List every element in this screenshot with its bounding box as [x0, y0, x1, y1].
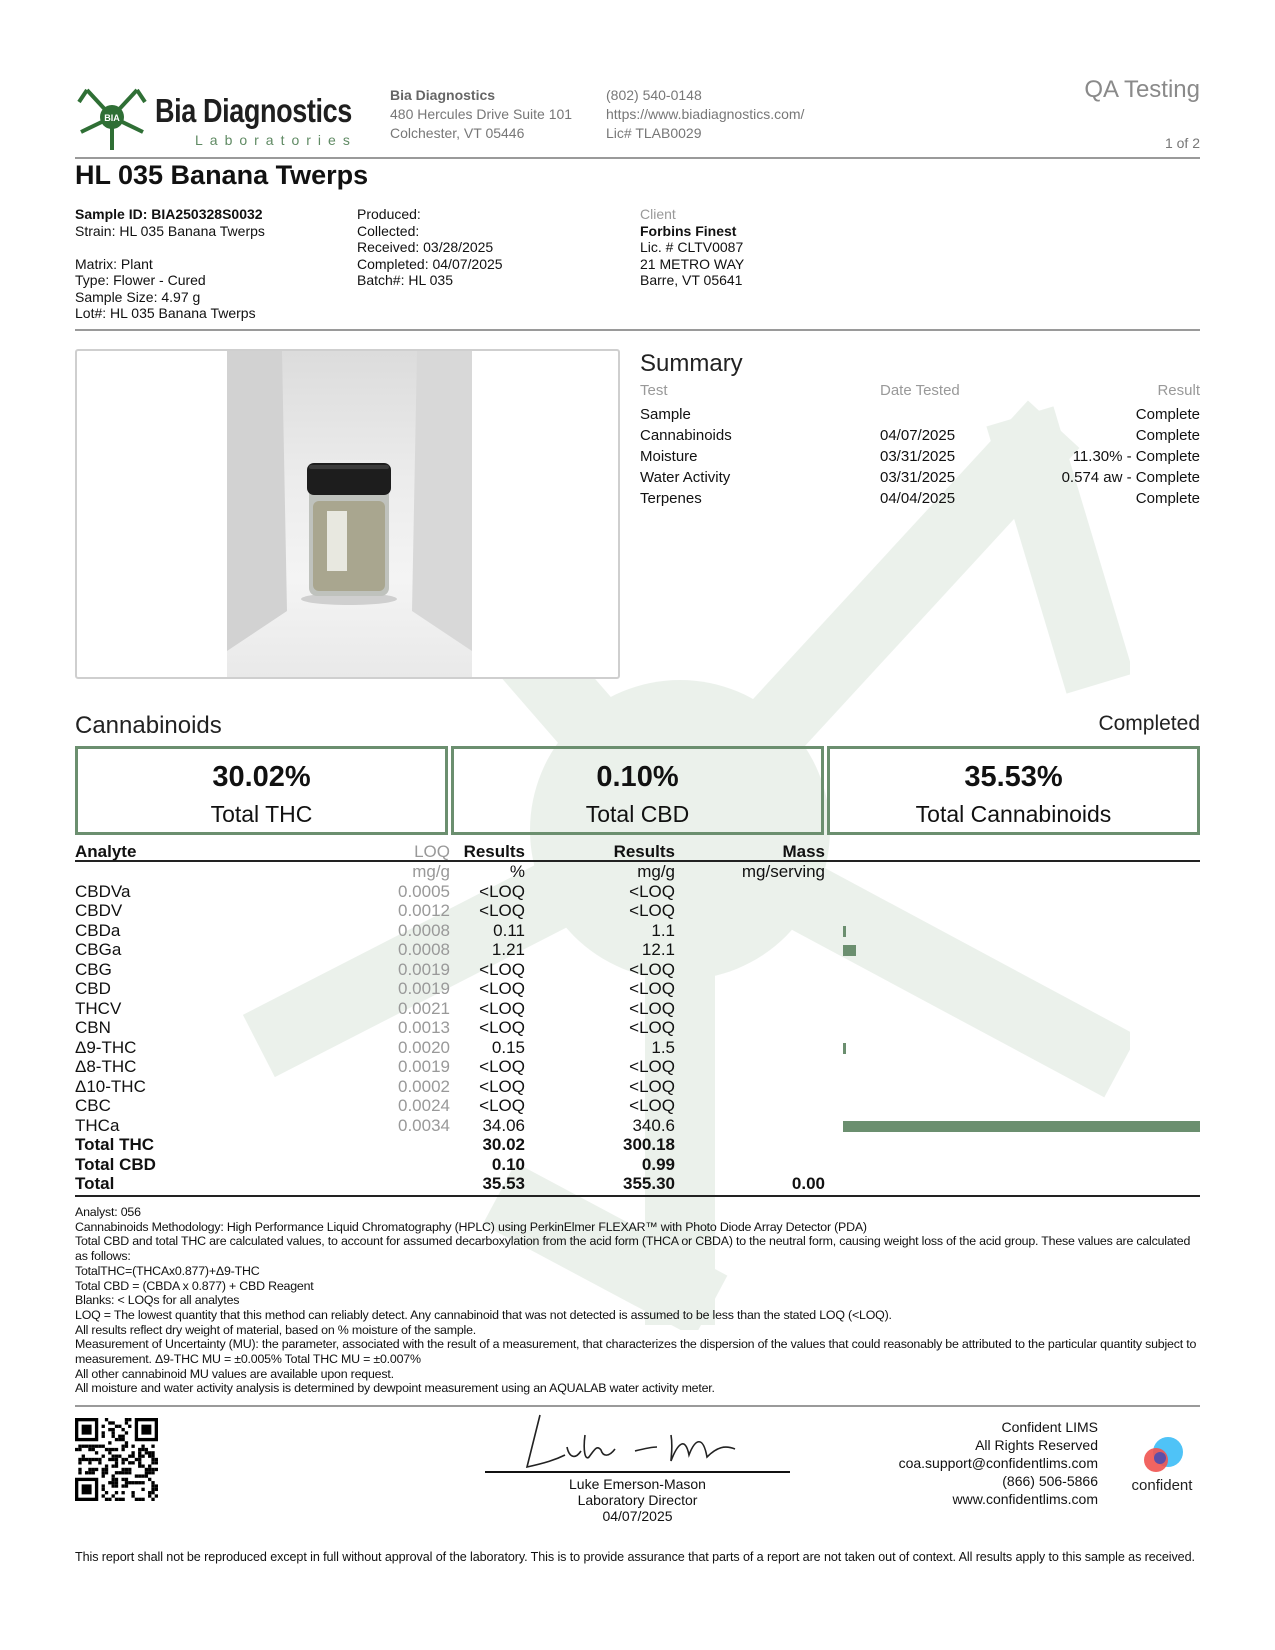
total-mg: 0.99 — [641, 1154, 675, 1174]
info-divider — [75, 329, 1200, 331]
methodology-notes — [75, 1205, 1200, 1396]
sample-id: Sample ID: BIA250328S0032 — [75, 206, 263, 222]
kpi-total-cbd — [451, 746, 824, 835]
client-info — [640, 206, 744, 289]
lab-address — [390, 86, 572, 143]
sample-size: Sample Size: 4.97 g — [75, 288, 201, 305]
lab-website[interactable]: https://www.biadiagnostics.com/ — [606, 106, 805, 122]
analyte-loq: 0.0005 — [398, 881, 450, 901]
note-line: Analyst: 056 — [75, 1205, 141, 1219]
analyte-result-pct: <LOQ — [479, 1018, 525, 1037]
analyte-loq: 0.0008 — [398, 920, 450, 940]
lab-address-line1: 480 Hercules Drive Suite 101 — [390, 106, 573, 122]
analyte-loq: 0.0020 — [398, 1037, 450, 1057]
lab-phone: (802) 540-0148 — [606, 87, 702, 103]
analyte-bar — [843, 1121, 1200, 1132]
analyte-name: CBN — [75, 1018, 111, 1037]
kpi-total-thc — [75, 746, 448, 835]
sample-matrix: Matrix: Plant — [75, 255, 153, 272]
note-line: All other cannabinoid MU values are available upon request. — [75, 1366, 394, 1381]
lims-info — [899, 1418, 1098, 1508]
analyte-result-pct: <LOQ — [479, 1096, 525, 1115]
summary-test: Sample — [640, 406, 691, 423]
analyte-loq: 0.0021 — [398, 998, 450, 1018]
analyte-row — [75, 1038, 1200, 1058]
qr-code[interactable] — [75, 1418, 158, 1501]
analyte-loq: 0.0002 — [398, 1076, 450, 1096]
total-mg: 355.30 — [623, 1174, 675, 1193]
analyte-result-pct: <LOQ — [479, 979, 525, 998]
analyte-result-pct: <LOQ — [479, 959, 525, 979]
analyte-loq: 0.0012 — [398, 901, 450, 920]
analyte-result-pct: <LOQ — [479, 1057, 525, 1076]
cannabinoids-status: Completed — [1098, 712, 1200, 735]
lab-address-line2: Colchester, VT 05446 — [390, 125, 525, 141]
lab-logo — [75, 80, 360, 155]
analyte-result-mg: <LOQ — [629, 998, 675, 1018]
summary-date: 04/04/2025 — [880, 490, 956, 507]
analyte-result-mg: <LOQ — [629, 1076, 675, 1096]
lims-email[interactable]: coa.support@confidentlims.com — [898, 1455, 1098, 1471]
analyte-name: THCa — [75, 1115, 120, 1135]
kpi-label: Total THC — [210, 801, 313, 827]
total-mg: 300.18 — [623, 1135, 675, 1154]
lims-name: Confident LIMS — [1001, 1419, 1098, 1435]
signer-role: Laboratory Director — [577, 1492, 698, 1508]
analyte-result-mg: 12.1 — [641, 940, 675, 959]
summary-test: Moisture — [640, 448, 698, 465]
summary-result: 11.30% - Complete — [1072, 448, 1200, 465]
analyte-bar — [843, 1043, 846, 1054]
summary-result: Complete — [1135, 427, 1200, 444]
summary-test: Cannabinoids — [640, 427, 732, 444]
signature-line — [485, 1471, 790, 1473]
analyte-name: Δ9-THC — [75, 1037, 137, 1057]
analyte-name: CBC — [75, 1096, 111, 1115]
lab-logo-icon — [75, 80, 150, 155]
sample-type: Type: Flower - Cured — [75, 272, 206, 288]
sample-photo — [227, 351, 472, 677]
lab-contact — [606, 86, 804, 143]
total-rows — [75, 1135, 1200, 1194]
signature-date: 04/07/2025 — [602, 1508, 673, 1524]
client-license: Lic. # CLTV0087 — [640, 239, 744, 255]
cannabinoids-table — [75, 842, 1200, 1194]
unit-mass: mg/serving — [741, 862, 825, 881]
lab-license: Lic# TLAB0029 — [606, 125, 702, 141]
summary-result: Complete — [1135, 406, 1200, 423]
head-mass: Mass — [782, 842, 825, 861]
kpi-total-cannabinoids — [827, 746, 1200, 835]
analyte-result-mg: 340.6 — [632, 1115, 675, 1135]
analyte-bar — [843, 945, 856, 956]
sample-dates — [357, 206, 503, 289]
lab-name: Bia Diagnostics — [390, 87, 496, 103]
analyte-units-row — [75, 862, 1200, 882]
summary-row — [640, 490, 1200, 511]
note-line: LOQ = The lowest quantity that this method can reliably detect. Any cannabinoid that was not detected is assumed to be less than the stated LOQ (<LOQ). — [75, 1307, 892, 1322]
signer-name: Luke Emerson-Mason — [569, 1476, 706, 1492]
note-line: Cannabinoids Methodology: High Performance Liquid Chromatography (HPLC) using PerkinElmer FLEXAR™ with Photo Diode Array Detector (PDA) — [75, 1219, 867, 1234]
total-row — [75, 1135, 1200, 1155]
collected-date: Collected: — [357, 222, 420, 239]
total-row — [75, 1174, 1200, 1194]
note-line: Total CBD = (CBDA x 0.877) + CBD Reagent — [75, 1278, 314, 1293]
summary-header-row — [640, 382, 1200, 406]
note-line: TotalTHC=(THCAx0.877)+Δ9-THC — [75, 1263, 260, 1278]
analyte-loq: 0.0013 — [398, 1018, 450, 1037]
analyte-result-mg: <LOQ — [629, 1018, 675, 1037]
note-line: Blanks: < LOQs for all analytes — [75, 1293, 240, 1308]
lims-rights: All Rights Reserved — [975, 1437, 1098, 1453]
summary-date: 04/07/2025 — [880, 427, 956, 444]
summary-test: Water Activity — [640, 469, 731, 486]
lab-logo-name: Bia Diagnostics — [155, 92, 352, 129]
client-name: Forbins Finest — [640, 222, 737, 239]
total-name: Total THC — [75, 1135, 155, 1154]
summary-test: Terpenes — [640, 490, 702, 507]
summary-result: 0.574 aw - Complete — [1061, 469, 1200, 486]
analyte-bar — [843, 926, 846, 937]
page-title: HL 035 Banana Twerps — [75, 160, 369, 190]
kpi-label: Total CBD — [585, 801, 690, 827]
summary-row — [640, 469, 1200, 490]
analyte-name: CBD — [75, 979, 111, 998]
sample-jar-image — [227, 351, 472, 677]
analyte-name: CBDV — [75, 901, 123, 920]
total-pct: 35.53 — [482, 1174, 525, 1193]
unit-mg: mg/g — [637, 862, 675, 881]
analyte-result-pct: <LOQ — [479, 998, 525, 1018]
analyte-row — [75, 1077, 1200, 1097]
analyte-result-pct: 0.15 — [491, 1037, 525, 1057]
head-results-pct: Results — [463, 842, 525, 861]
total-name: Total — [75, 1174, 115, 1193]
analyte-result-pct: 0.11 — [493, 920, 525, 940]
total-name: Total CBD — [75, 1154, 156, 1174]
cannabinoids-title: Cannabinoids — [75, 712, 222, 739]
analyte-result-mg: <LOQ — [629, 1057, 675, 1076]
kpi-label: Total Cannabinoids — [915, 801, 1112, 827]
table-bottom-rule — [75, 1195, 1200, 1197]
analyte-name: Δ10-THC — [75, 1076, 146, 1096]
summary-row — [640, 406, 1200, 427]
analyte-result-mg: <LOQ — [629, 979, 675, 998]
analyte-name: CBDVa — [75, 881, 131, 901]
analyte-name: CBG — [75, 959, 112, 979]
analyte-result-pct: <LOQ — [479, 1076, 525, 1096]
unit-pct: % — [509, 862, 525, 881]
sample-lot: Lot#: HL 035 Banana Twerps — [75, 305, 256, 321]
head-results-mg: Results — [613, 842, 675, 861]
client-label: Client — [640, 206, 676, 222]
sample-info — [75, 206, 265, 322]
analyte-loq: 0.0019 — [398, 1057, 450, 1076]
page-number: 1 of 2 — [1164, 135, 1200, 151]
sample-photo-frame — [75, 349, 620, 679]
summary-table — [640, 382, 1200, 511]
confident-logo-text: confident — [1131, 1477, 1193, 1494]
analyte-name: CBDa — [75, 920, 121, 940]
signature-block — [485, 1476, 790, 1524]
analyte-result-mg: 1.1 — [651, 920, 675, 940]
analyte-loq: 0.0008 — [398, 940, 450, 959]
client-address-line2: Barre, VT 05641 — [640, 272, 743, 288]
analyte-row — [75, 940, 1200, 960]
analyte-name: CBGa — [75, 940, 122, 959]
summary-result: Complete — [1135, 490, 1200, 507]
analyte-header-row — [75, 842, 1200, 862]
client-address-line1: 21 METRO WAY — [640, 255, 745, 272]
analyte-loq: 0.0024 — [398, 1096, 450, 1115]
summary-head-date: Date Tested — [880, 382, 960, 399]
summary-date: 03/31/2025 — [880, 469, 956, 486]
kpi-value: 0.10% — [596, 761, 679, 793]
confident-logo — [1122, 1432, 1202, 1502]
kpi-value: 30.02% — [212, 761, 311, 793]
analyte-result-mg: <LOQ — [629, 901, 675, 920]
note-line: All moisture and water activity analysis is determined by dewpoint measurement using an AQUALAB water activity meter. — [75, 1381, 715, 1396]
kpi-value: 35.53% — [964, 761, 1063, 793]
analyte-loq: 0.0019 — [398, 979, 450, 998]
lims-website[interactable]: www.confidentlims.com — [952, 1491, 1098, 1507]
note-line: Total CBD and total THC are calculated values, to account for assumed decarboxylation from the acid form (THCA or CBDA) to the neutral form, causing weight loss of the acid group. These values are calculated as follows: — [75, 1234, 1191, 1264]
analyte-result-mg: 1.5 — [651, 1037, 675, 1057]
disclaimer: This report shall not be reproduced except in full without approval of the laboratory. This is to provide assurance that parts of a report are not taken out of context. All results apply to this sample as received. — [75, 1550, 1195, 1564]
summary-date: 03/31/2025 — [880, 448, 956, 465]
lims-phone: (866) 506-5866 — [1002, 1473, 1098, 1489]
analyte-result-pct: 1.21 — [491, 940, 525, 959]
analyte-result-pct: <LOQ — [479, 881, 525, 901]
summary-title: Summary — [640, 350, 743, 377]
analyte-result-mg: <LOQ — [629, 1096, 675, 1115]
analyte-result-pct: 34.06 — [482, 1115, 525, 1135]
header-divider — [75, 157, 1200, 159]
head-analyte: Analyte — [75, 842, 137, 861]
summary-head-test: Test — [640, 382, 668, 399]
director-signature — [485, 1405, 790, 1475]
analyte-name: Δ8-THC — [75, 1057, 137, 1076]
summary-head-result: Result — [1157, 382, 1200, 399]
total-row — [75, 1155, 1200, 1175]
analyte-row — [75, 1018, 1200, 1038]
analyte-name: THCV — [75, 998, 122, 1018]
lab-logo-subtitle: Laboratories — [195, 132, 357, 148]
analyte-row — [75, 979, 1200, 999]
analyte-loq: 0.0034 — [398, 1115, 450, 1135]
analyte-row — [75, 1096, 1200, 1116]
batch-number: Batch#: HL 035 — [357, 272, 453, 288]
confident-logo-icon — [1122, 1432, 1202, 1477]
total-pct: 0.10 — [491, 1154, 525, 1174]
analyte-result-pct: <LOQ — [479, 901, 525, 920]
received-date: Received: 03/28/2025 — [357, 239, 494, 255]
analyte-row — [75, 1057, 1200, 1077]
produced-date: Produced: — [357, 206, 421, 222]
total-mass: 0.00 — [791, 1174, 825, 1193]
analyte-row — [75, 1116, 1200, 1136]
sample-strain: Strain: HL 035 Banana Twerps — [75, 222, 265, 239]
analyte-row — [75, 960, 1200, 980]
analyte-result-mg: <LOQ — [629, 959, 675, 979]
summary-row — [640, 448, 1200, 469]
completed-date: Completed: 04/07/2025 — [357, 255, 503, 272]
note-line: Measurement of Uncertainty (MU): the parameter, associated with the result of a measurement, that characterizes the dispersion of the values that could reasonably be attributed to the particular quantity subject to measurement. Δ9-THC MU = ±0.005% Total THC MU = ±0.007% — [75, 1337, 1197, 1367]
analyte-row — [75, 999, 1200, 1019]
analyte-result-mg: <LOQ — [629, 881, 675, 901]
analyte-loq: 0.0019 — [398, 959, 450, 979]
summary-row — [640, 427, 1200, 448]
qa-testing-label: QA Testing — [1084, 76, 1200, 103]
analyte-rows — [75, 882, 1200, 1136]
analyte-row — [75, 882, 1200, 902]
svg-text:BIA: BIA — [104, 113, 120, 123]
head-loq: LOQ — [414, 842, 450, 861]
analyte-row — [75, 901, 1200, 921]
note-line: All results reflect dry weight of material, based on % moisture of the sample. — [75, 1322, 477, 1337]
total-pct: 30.02 — [482, 1135, 525, 1154]
analyte-row — [75, 921, 1200, 941]
unit-loq: mg/g — [412, 862, 450, 881]
